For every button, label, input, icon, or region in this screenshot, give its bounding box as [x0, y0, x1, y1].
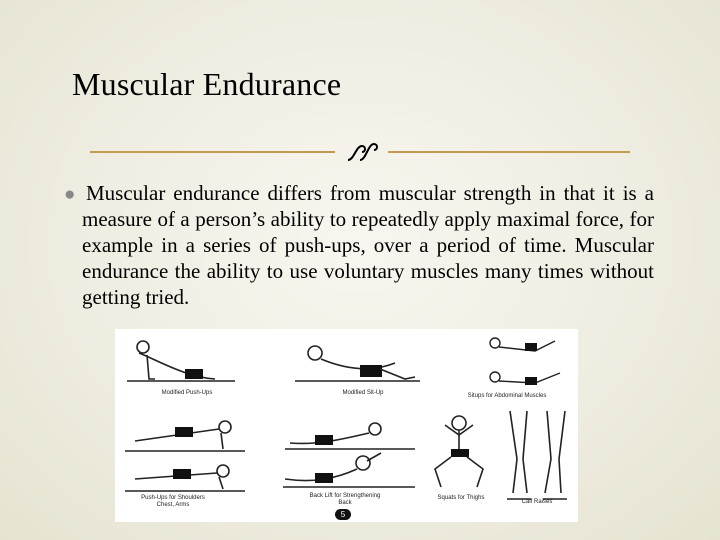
- abdominal-situp-figures: [490, 338, 560, 385]
- bullet-text: Muscular endurance differs from muscular strength in that it is a measure of a person’s ability to repeatedly apply maximal force, for example in a series of push-ups, over a period of time. Muscular endurance the ability to use voluntary muscles many times without getting tried.: [82, 181, 654, 309]
- caption-abdominal-situps: Situps for Abdominal Muscles: [467, 393, 547, 399]
- squat-figure: [435, 416, 483, 487]
- page-number-badge: 5: [335, 509, 351, 520]
- calf-raise-figures: [507, 411, 567, 499]
- divider-line-left: [90, 151, 335, 153]
- backlift-figure-1: [285, 423, 415, 449]
- caption-backlift: Back Lift for Strengthening Back: [309, 493, 381, 506]
- caption-modified-pushups: Modified Push-Ups: [161, 390, 213, 396]
- shoulder-pushup-figure-1: [125, 421, 245, 451]
- bullet-dot-icon: ●: [64, 184, 76, 205]
- divider-line-right: [388, 151, 630, 153]
- caption-squats: Squats for Thighs: [437, 495, 485, 501]
- backlift-figure-2: [283, 453, 415, 487]
- caption-shoulder-pushups: Push-Ups for Shoulders Chest, Arms: [141, 495, 205, 508]
- exercise-illustration: [115, 329, 578, 522]
- caption-calf-raises: Calf Raises: [521, 499, 553, 505]
- modified-pushup-figure: [127, 341, 235, 381]
- shoulder-pushup-figure-2: [125, 465, 245, 491]
- modified-situp-figure: [295, 346, 420, 381]
- bullet-item: [64, 180, 654, 310]
- title-divider: [90, 138, 630, 164]
- slide-title: Muscular Endurance: [72, 66, 342, 102]
- curl-ornament-icon: [344, 138, 380, 164]
- caption-modified-situp: Modified Sit-Up: [342, 390, 384, 396]
